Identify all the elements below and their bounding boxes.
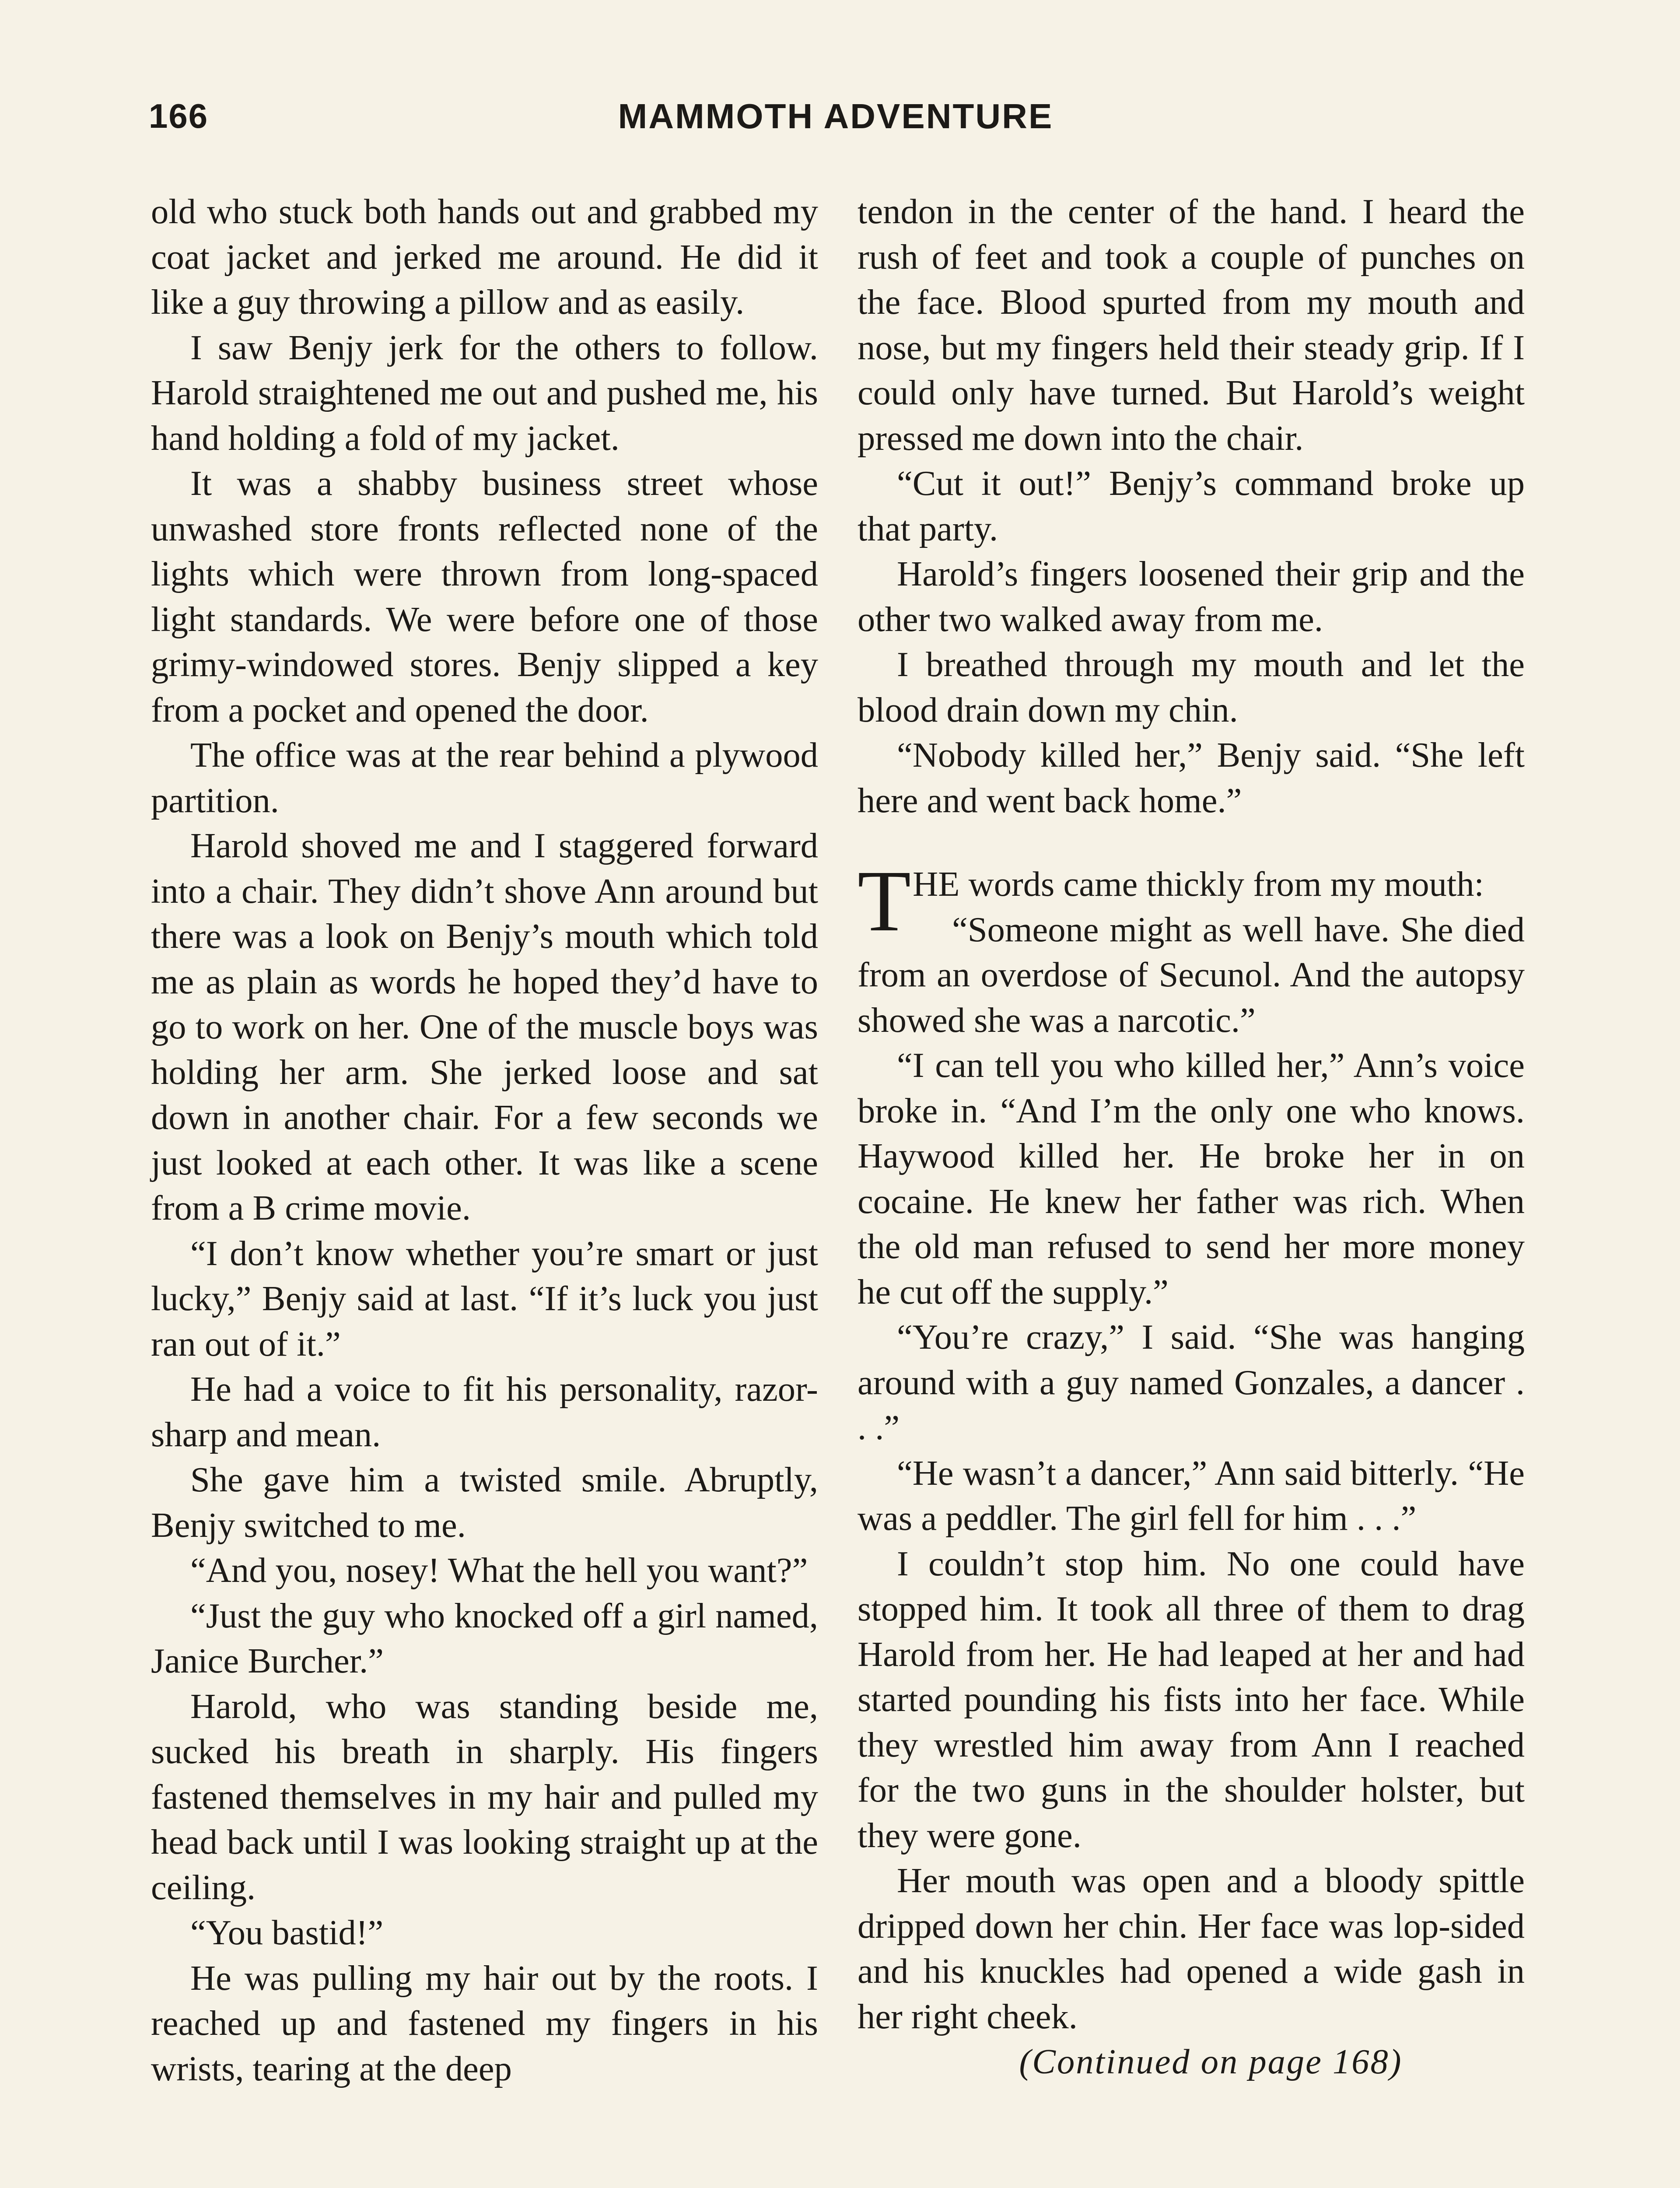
paragraph: old who stuck both hands out and grabbed my coat jacket and jerked me around. He did it like a guy throwing a pillow and as easily. <box>151 192 818 322</box>
left-column <box>151 189 818 2091</box>
paragraph: The office was at the rear behind a plywood partition. <box>151 736 818 820</box>
running-title: MAMMOTH ADVENTURE <box>618 97 1054 136</box>
paragraph: Harold shoved me and I staggered forward into a chair. They didn’t shove Ann around but there was a look on Benjy’s mouth which told me as plain as words he hoped they’d have to go to work on her. One of the muscle boys was holding her arm. She jerked loose and sat down in another chair. For a few seconds we just looked at each other. It was like a scene from a B crime movie. <box>151 826 818 1227</box>
page-number: 166 <box>149 97 209 135</box>
paragraph: “I don’t know whether you’re smart or just lucky,” Benjy said at last. “If it’s luck you just ran out of it.” <box>151 1234 818 1364</box>
section-opening-paragraph <box>858 853 1525 950</box>
section-opening-text: HE words came thickly from my mouth: <box>913 865 1484 904</box>
paragraph: Harold, who was standing beside me, sucked his breath in sharply. His fingers fastened themselves in my hair and pulled my head back until I was looking straight up at the ceiling. <box>151 1687 818 1907</box>
paragraph: tendon in the center of the hand. I heard the rush of feet and took a couple of punches on the face. Blood spurted from my mouth and nose, but my fingers held their steady grip. If I could only have turned. But Harold’s weight pressed me down into the chair. <box>858 192 1525 458</box>
paragraph: Harold’s fingers loosened their grip and the other two walked away from me. <box>858 554 1525 639</box>
paragraph: He had a voice to fit his personality, razor-sharp and mean. <box>151 1370 818 1454</box>
paragraph: I couldn’t stop him. No one could have stopped him. It took all three of them to drag Harold from her. He had leaped at her and had started pounding his fists into her face. While they wrestled him away from Ann I reached for the two guns in the shoulder holster, but they were gone. <box>858 1544 1525 1855</box>
paragraph: “I can tell you who killed her,” Ann’s voice broke in. “And I’m the only one who knows. Haywood killed her. He broke her in on cocaine. He knew her father was rich. When the old man refused to send her more money he cut off the supply.” <box>858 1046 1525 1311</box>
paragraph: She gave him a twisted smile. Abruptly, Benjy switched to me. <box>151 1460 818 1545</box>
paragraph: “He wasn’t a dancer,” Ann said bitterly. “He was a peddler. The girl fell for him . . .” <box>858 1453 1525 1538</box>
paragraph: “You bastid!” <box>190 1913 384 1952</box>
paragraph: “You’re crazy,” I said. “She was hanging around with a guy named Gonzales, a dancer . . .” <box>858 1318 1525 1447</box>
drop-cap: T <box>858 853 911 950</box>
paragraph: I saw Benjy jerk for the others to follow. Harold straightened me out and pushed me, his hand holding a fold of my jacket. <box>151 328 818 458</box>
paragraph: “And you, nosey! What the hell you want?” <box>190 1551 808 1590</box>
paragraph: “Nobody killed her,” Benjy said. “She left here and went back home.” <box>858 736 1525 820</box>
paragraph: It was a shabby business street whose unwashed store fronts reflected none of the lights which were thrown from long-spaced light standards. We were before one of those grimy-windowed stores. Benjy slipped a key from a pocket and opened the door. <box>151 464 818 729</box>
continued-notice: (Continued on page 168) <box>1019 2042 1403 2081</box>
paragraph: “Just the guy who knocked off a girl named, Janice Burcher.” <box>151 1596 818 1680</box>
paragraph: “Someone might as well have. She died from an overdose of Secunol. And the autopsy showed she was a narcotic.” <box>858 910 1525 1040</box>
right-column <box>858 189 1525 2085</box>
paragraph: I breathed through my mouth and let the blood drain down my chin. <box>858 645 1525 729</box>
paragraph: He was pulling my hair out by the roots. I reached up and fastened my fingers in his wrists, tearing at the deep <box>151 1958 818 2088</box>
paragraph: “Cut it out!” Benjy’s command broke up that party. <box>858 464 1525 548</box>
page-header <box>149 96 1522 144</box>
paragraph: Her mouth was open and a bloody spittle dripped down her chin. Her face was lop-sided and his knuckles had opened a wide gash in her right cheek. <box>858 1861 1525 2036</box>
